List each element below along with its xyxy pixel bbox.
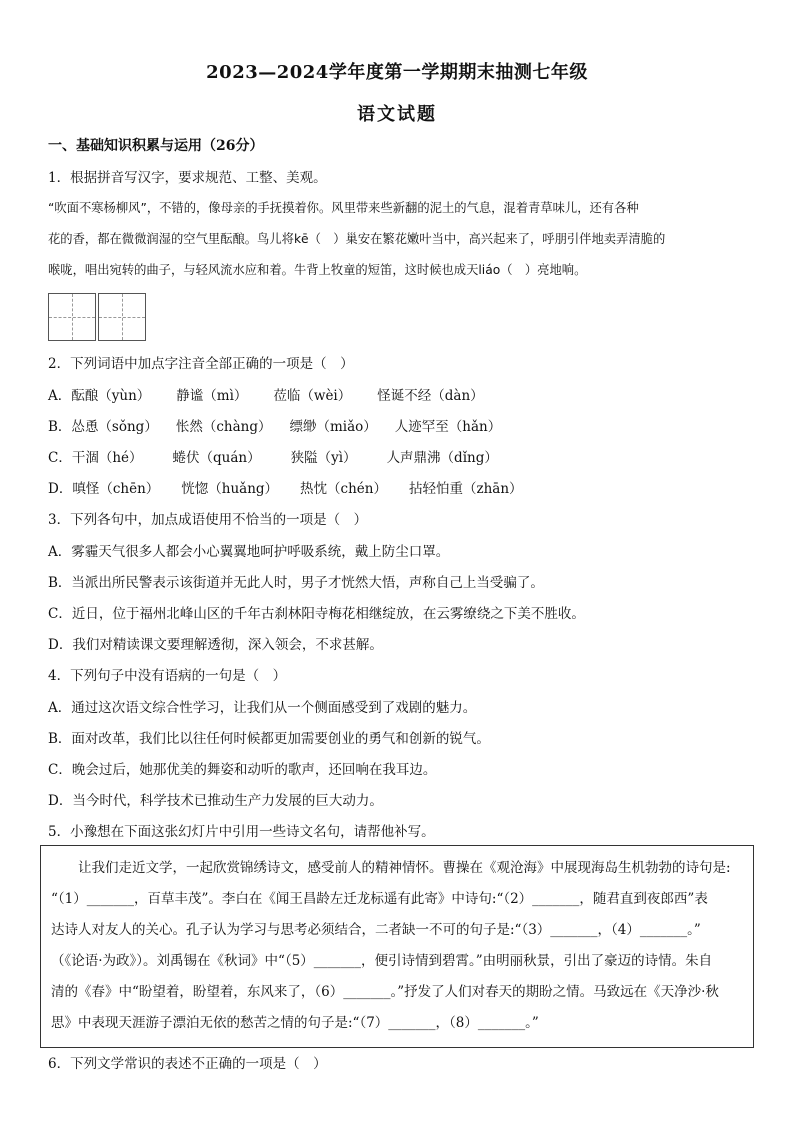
question-4-option-b: B．面对改革，我们比以往任何时候都更加需要创业的勇气和创新的锐气。 <box>48 731 490 747</box>
question-5-stem: 5．小豫想在下面这张幻灯片中引用一些诗文名句，请帮他补写。 <box>48 824 435 840</box>
slide-line: 让我们走近文学，一起欣赏锦绣诗文，感受前人的精神情怀。曹操在《观沧海》中展现海岛生机勃勃的诗句是: <box>51 860 731 876</box>
question-2-option-b: B．怂恿（sǒng） 怅然（chàng） 缥缈（miǎo） 人迹罕至（hǎn） <box>48 419 502 435</box>
slide-line: 思》中表现天涯游子漂泊无依的愁苦之情的句子是:“（7）_______，（8）_______。” <box>51 1015 539 1031</box>
question-3-option-b: B．当派出所民警表示该街道并无此人时，男子才恍然大悟，声称自己上当受骗了。 <box>48 575 544 591</box>
question-3-option-d: D．我们对精读课文要理解透彻，深入领会，不求甚解。 <box>48 637 383 653</box>
slide-line: 清的《春》中“盼望着，盼望着，东风来了，（6）_______。”抒发了人们对春天的期盼之情。马致远在《天净沙·秋 <box>51 984 719 1000</box>
slide-line: （《论语·为政》）。刘禹锡在《秋词》中“（5）_______，便引诗情到碧霄。”由明丽秋景，引出了豪迈的诗情。朱自 <box>51 953 713 969</box>
question-3-option-c: C．近日，位于福州北峰山区的千年古刹林阳寺梅花相继绽放，在云雾缭绕之下美不胜收。 <box>48 606 585 622</box>
question-3-stem: 3．下列各句中，加点成语使用不恰当的一项是（ ） <box>48 512 368 528</box>
question-3-option-a: A．雾霾天气很多人都会小心翼翼地呵护呼吸系统，戴上防尘口罩。 <box>48 544 450 560</box>
question-4-option-c: C．晚会过后，她那优美的舞姿和动听的歌声，还回响在我耳边。 <box>48 762 437 778</box>
question-5-slide-box <box>40 845 754 1048</box>
slide-line: 达诗人对友人的关心。孔子认为学习与思考必须结合，二者缺一不可的句子是:“（3）_______，（4）_______。” <box>51 922 701 938</box>
question-1-passage <box>48 193 754 286</box>
question-1-stem: 1．根据拼音写汉字，要求规范、工整、美观。 <box>48 170 327 186</box>
writing-cell[interactable] <box>98 293 146 341</box>
question-4-stem: 4．下列句子中没有语病的一句是（ ） <box>48 668 287 684</box>
question-4-option-a: A．通过这次语文综合性学习，让我们从一个侧面感受到了戏剧的魅力。 <box>48 700 477 716</box>
question-2-option-d: D．嗔怪（chēn） 恍惚（huǎng） 热忱（chén） 拈轻怕重（zhān） <box>48 481 523 497</box>
passage-line: 喉咙，唱出宛转的曲子，与轻风流水应和着。牛背上牧童的短笛，这时候也成天liáo（ ）亮地响。 <box>48 263 587 277</box>
exam-subtitle: 语文试题 <box>357 104 437 125</box>
section-heading: 一、基础知识积累与运用（26分） <box>48 138 264 154</box>
question-6-stem: 6．下列文学常识的表述不正确的一项是（ ） <box>48 1056 327 1072</box>
writing-cell[interactable] <box>48 293 96 341</box>
exam-title: 2023—2024学年度第一学期期末抽测七年级 <box>206 62 588 83</box>
question-4-option-d: D．当今时代，科学技术已推动生产力发展的巨大动力。 <box>48 793 383 809</box>
passage-line: “吹面不寒杨柳风”，不错的，像母亲的手抚摸着你。风里带来些新翻的泥土的气息，混着青草味儿，还有各种 <box>48 201 639 215</box>
question-2-stem: 2．下列词语中加点字注音全部正确的一项是（ ） <box>48 356 354 372</box>
passage-line: 花的香，都在微微润湿的空气里酝酿。鸟儿将kē（ ）巢安在繁花嫩叶当中，高兴起来了，呼朋引伴地卖弄清脆的 <box>48 232 666 246</box>
slide-line: “（1）_______，百草丰茂”。李白在《闻王昌龄左迁龙标遥有此寄》中诗句:“（2）_______，随君直到夜郎西”表 <box>51 891 708 907</box>
writing-grid <box>48 293 146 341</box>
question-2-option-c: C．干涸（hé） 蜷伏（quán） 狭隘（yì） 人声鼎沸（dǐng） <box>48 450 498 466</box>
question-2-option-a: A．酝酿（yùn） 静谧（mì） 莅临（wèi） 怪诞不经（dàn） <box>48 388 484 404</box>
